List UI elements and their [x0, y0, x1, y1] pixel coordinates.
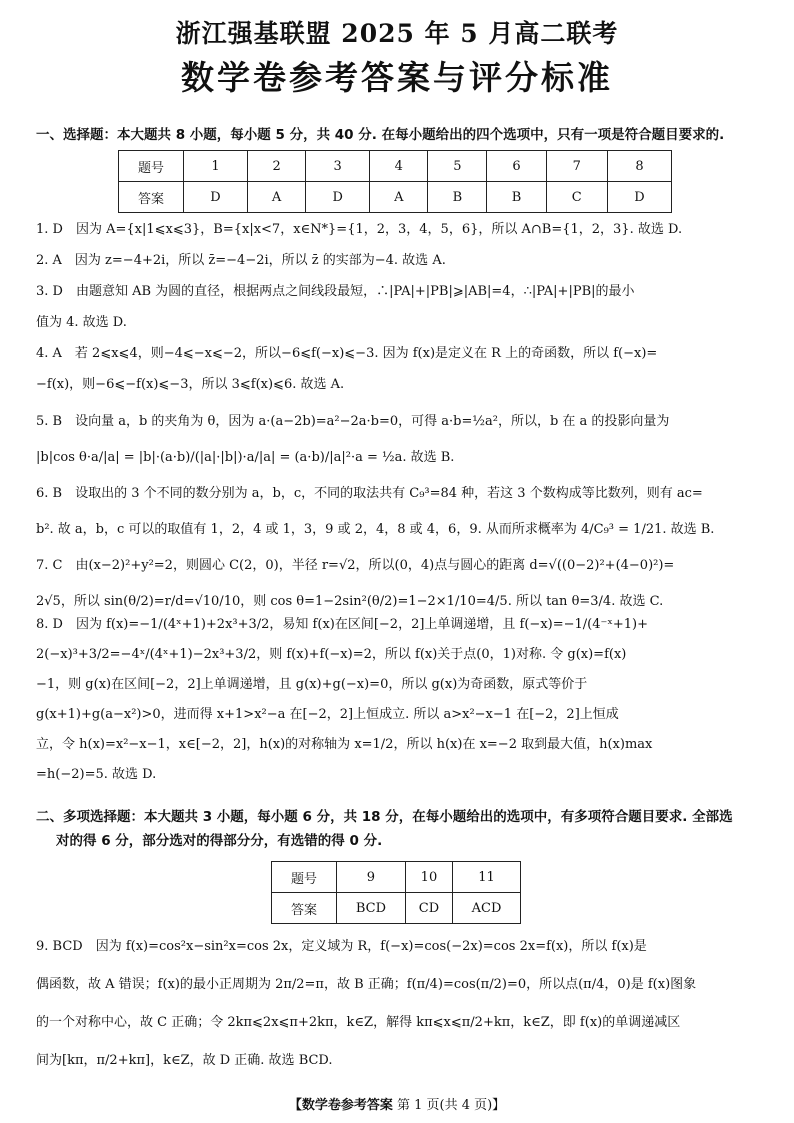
solution-q6-line1: 6. B 设取出的 3 个不同的数分别为 a，b，c，不同的取法共有 C₉³=84 种，若这 3 个数构成等比数列，则有 ac=: [36, 486, 703, 501]
solution-q9-line3: 的一个对称中心，故 C 正确；令 2kπ⩽2x⩽π+2kπ，k∈Z，解得 kπ⩽x⩽π/2+kπ，k∈Z，即 f(x)的单调递减区: [36, 1015, 681, 1030]
table-cell: A: [248, 182, 306, 213]
solution-q8-line4: g(x+1)+g(a−x²)>0，进而得 x+1>x²−a 在[−2，2]上恒成立. 所以 a>x²−x−1 在[−2，2]上恒成: [36, 707, 619, 722]
solution-q9-line2: 偶函数，故 A 错误；f(x)的最小正周期为 2π/2=π，故 B 正确；f(π/4)=cos(π/2)=0，所以点(π/4，0)是 f(x)图象: [36, 977, 697, 992]
table-cell: 2: [248, 151, 306, 182]
table-header-cell: 答案: [119, 182, 184, 213]
solutions-block-4: [36, 928, 764, 1080]
title-line-1: 浙江强基联盟 2025 年 5 月高二联考: [175, 19, 619, 48]
table-cell: B: [487, 182, 546, 213]
solutions-block-3: [36, 610, 764, 790]
table-cell: A: [370, 182, 428, 213]
solution-q3-line2: 值为 4. 故选 D.: [36, 315, 127, 330]
solution-q4-line2: −f(x)，则−6⩽−f(x)⩽−3，所以 3⩽f(x)⩽6. 故选 A.: [36, 377, 345, 392]
table-cell: B: [428, 182, 487, 213]
answer-table-1: [118, 150, 672, 213]
solution-q3-line1: 3. D 由题意知 AB 为圆的直径，根据两点之间线段最短，∴|PA|+|PB|⩾|AB|=4，∴|PA|+|PB|的最小: [36, 284, 635, 299]
table-cell: 6: [487, 151, 546, 182]
solution-q8-line5: 立，令 h(x)=x²−x−1，x∈[−2，2]，h(x)的对称轴为 x=1/2，所以 h(x)在 x=−2 取到最大值，h(x)max: [36, 737, 653, 752]
table-cell: D: [184, 182, 248, 213]
table-cell: D: [306, 182, 370, 213]
solution-q9-line4: 间为[kπ，π/2+kπ]，k∈Z，故 D 正确. 故选 BCD.: [36, 1053, 333, 1068]
table-cell: 3: [306, 151, 370, 182]
solution-q8-line6: =h(−2)=5. 故选 D.: [36, 767, 157, 782]
solution-q8-line3: −1，则 g(x)在区间[−2，2]上单调递增，且 g(x)+g(−x)=0，所以 g(x)为奇函数，原式等价于: [36, 677, 588, 692]
table-cell: 1: [184, 151, 248, 182]
solution-q2: 2. A 因为 z=−4+2i，所以 z̄=−4−2i，所以 z̄ 的实部为−4. 故选 A.: [36, 253, 446, 268]
table-row: [272, 893, 521, 924]
table-row: [119, 182, 672, 213]
section-2-heading-line1: 二、多项选择题：本大题共 3 小题，每小题 6 分，共 18 分，在每小题给出的选项中，有多项符合题目要求. 全部选: [36, 809, 733, 825]
table-cell: 9: [337, 862, 406, 893]
table-cell: 11: [453, 862, 521, 893]
section-2-heading: [36, 805, 766, 853]
table-row: [119, 151, 672, 182]
table-cell: 7: [546, 151, 607, 182]
section-1-heading: 一、选择题：本大题共 8 小题，每小题 5 分，共 40 分. 在每小题给出的四个选项中，只有一项是符合题目要求的.: [36, 127, 725, 143]
solution-q6-line2: b². 故 a，b，c 可以的取值有 1，2，4 或 1，3，9 或 2，4，8 或 4，6，9. 从而所求概率为 4/C₉³ = 1/21. 故选 B.: [36, 522, 715, 537]
table-cell: 8: [607, 151, 671, 182]
solution-q5-line2: |b|cos θ·a/|a| = |b|·(a·b)/(|a|·|b|)·a/|a| = (a·b)/|a|²·a = ½a. 故选 B.: [36, 450, 455, 465]
page-footer: [0, 1094, 794, 1113]
title-line-2: 数学卷参考答案与评分标准: [181, 58, 613, 97]
table-header-cell: 题号: [272, 862, 337, 893]
table-cell: BCD: [337, 893, 406, 924]
table-cell: ACD: [453, 893, 521, 924]
solutions-block-1: [36, 214, 764, 400]
table-cell: CD: [405, 893, 452, 924]
table-header-cell: 答案: [272, 893, 337, 924]
table-cell: C: [546, 182, 607, 213]
answer-table-2: [271, 861, 521, 924]
table-cell: 4: [370, 151, 428, 182]
solution-q8-line1: 8. D 因为 f(x)=−1/(4ˣ+1)+2x³+3/2，易知 f(x)在区间[−2，2]上单调递增，且 f(−x)=−1/(4⁻ˣ+1)+: [36, 617, 649, 632]
solution-q8-line2: 2(−x)³+3/2=−4ˣ/(4ˣ+1)−2x³+3/2，则 f(x)+f(−x)=2，所以 f(x)关于点(0，1)对称. 令 g(x)=f(x): [36, 647, 627, 662]
solution-q1: 1. D 因为 A={x|1⩽x⩽3}，B={x|x<7，x∈N*}={1，2，3，4，5，6}，所以 A∩B={1，2，3}. 故选 D.: [36, 222, 683, 237]
section-2-heading-line2: 对的得 6 分，部分选对的得部分分，有选错的得 0 分.: [56, 833, 383, 849]
table-header-cell: 题号: [119, 151, 184, 182]
footer-label: 【数学卷参考答案: [288, 1098, 393, 1113]
solution-q7-line1: 7. C 由(x−2)²+y²=2，则圆心 C(2，0)，半径 r=√2，所以(0，4)点与圆心的距离 d=√((0−2)²+(4−0)²)=: [36, 558, 675, 573]
table-cell: 10: [405, 862, 452, 893]
solution-q4-line1: 4. A 若 2⩽x⩽4，则−4⩽−x⩽−2，所以−6⩽f(−x)⩽−3. 因为 f(x)是定义在 R 上的奇函数，所以 f(−x)=: [36, 346, 658, 361]
solution-q9-line1: 9. BCD 因为 f(x)=cos²x−sin²x=cos 2x，定义域为 R，f(−x)=cos(−2x)=cos 2x=f(x)，所以 f(x)是: [36, 939, 647, 954]
solutions-block-2: [36, 404, 764, 620]
solution-q7-line2: 2√5，所以 sin(θ/2)=r/d=√10/10，则 cos θ=1−2sin²(θ/2)=1−2×1/10=4/5. 所以 tan θ=3/4. 故选 C.: [36, 594, 664, 609]
table-cell: 5: [428, 151, 487, 182]
solution-q5-line1: 5. B 设向量 a，b 的夹角为 θ，因为 a·(a−2b)=a²−2a·b=0，可得 a·b=½a²，所以，b 在 a 的投影向量为: [36, 414, 670, 429]
table-cell: D: [607, 182, 671, 213]
footer-page-number: 第 1 页(共 4 页)】: [396, 1098, 506, 1113]
table-row: [272, 862, 521, 893]
